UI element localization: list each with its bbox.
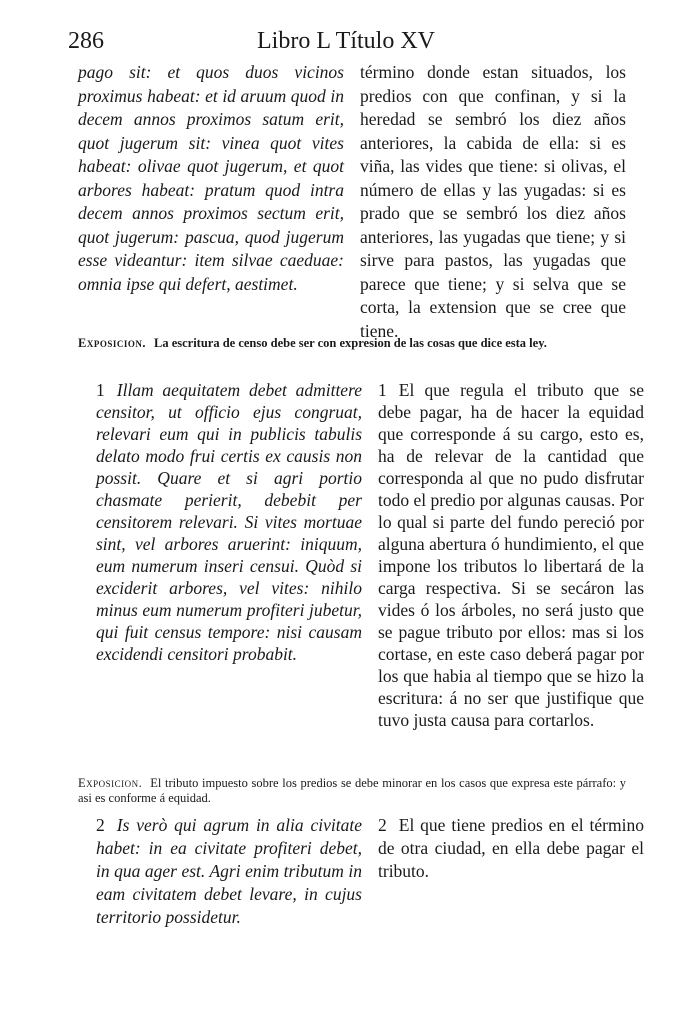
page-number: 286 (68, 28, 104, 54)
latin-paragraph-2 (78, 814, 362, 929)
exposicion-text: La escritura de censo debe ser con expresion de las cosas que dice esta ley. (153, 336, 547, 350)
latin-paragraph-text: Is verò qui agrum in alia civitate habet: in ea civitate profiteri debet, in qua ager est. Agri enim tributum in eam civitatem debet levare, in cujus territorio possidetur. (96, 815, 362, 927)
exposicion-note-1 (78, 336, 626, 351)
paragraph-number: 1 (378, 380, 387, 400)
paragraph-number: 2 (378, 815, 387, 835)
spanish-paragraph-1 (360, 379, 644, 731)
spanish-paragraph-text: El que tiene predios en el término de otra ciudad, en ella debe pagar el tributo. (378, 815, 644, 881)
latin-paragraph-text: Illam aequitatem debet admittere censitor, ut officio ejus congruat, relevari eum qui in publicis tabulis delato modo frui certis ex causis non possit. Quare et si agri portio chasmate perierit, debebit per censitorem relevari. Si vites mortuae sint, vel arbores aruerint: iniquum, eum numerum inseri censui. Quòd si exciderit arbores, vel vites: nihilo minus eum numerum profiteri jubetur, qui fuit census tempore: nisi causam excidendi censitori probabit. (96, 380, 362, 664)
paragraph-number: 1 (96, 380, 105, 400)
spanish-paragraph-2 (360, 814, 644, 883)
spanish-paragraph-text: El que regula el tributo que se debe pagar, ha de hacer la equidad que corresponde á su cargo, esto es, ha de relevar de la cantidad que corresponda al que no pudo disfrutar todo el predio por algunas causas. Por lo qual si parte del fundo pereció por alguna abertura ó hundimiento, el que impone los tributos lo libertará de la carga respectiva. Si se secáron las vides ó los árboles, no será justo que se pague tributo por ellos: mas si los cortase, en este caso deberá pagar por los que habia al tiempo que se hizo la escritura: á no ser que justifique que tuvo justa causa para cortarlos. (378, 380, 644, 730)
spanish-text-continuation: término donde estan situados, los predios con que confinan, y si la heredad se sembró los diez años anteriores, la cabida de ella: si es viña, las vides que tiene: si olivas, el número de ellas y las yugadas: si es prado que se sembró los diez años anteriores, las yugadas que tiene; y si sirve para pastos, las yugadas que parece que tiene; y si selva que se corta, la extension que se cree que tiene. (360, 62, 626, 341)
page-header (66, 28, 626, 58)
latin-text-continuation: pago sit: et quos duos vicinos proximus habeat: et id aruum quod in decem annos proximos satum erit, quot jugerum sit: vinea quot vites habeat: olivae quot jugerum, et quot arbores habeat: pratum quod intra decem annos proximos sectum erit, quot jugerum: pascua, quod jugerum esse videantur: item silvae caeduae: omnia ipse qui defert, aestimet. (78, 62, 344, 294)
running-title: Libro L Título XV (257, 28, 435, 54)
exposicion-note-2 (78, 776, 626, 806)
exposicion-text: El tributo impuesto sobre los predios se debe minorar en los casos que expresa este párrafo: y asi es conforme á equidad. (78, 776, 626, 805)
exposicion-label: Exposicion. (78, 776, 143, 790)
latin-paragraph-1 (78, 379, 362, 665)
exposicion-label: Exposicion. (78, 336, 146, 350)
paragraph-number: 2 (96, 815, 105, 835)
